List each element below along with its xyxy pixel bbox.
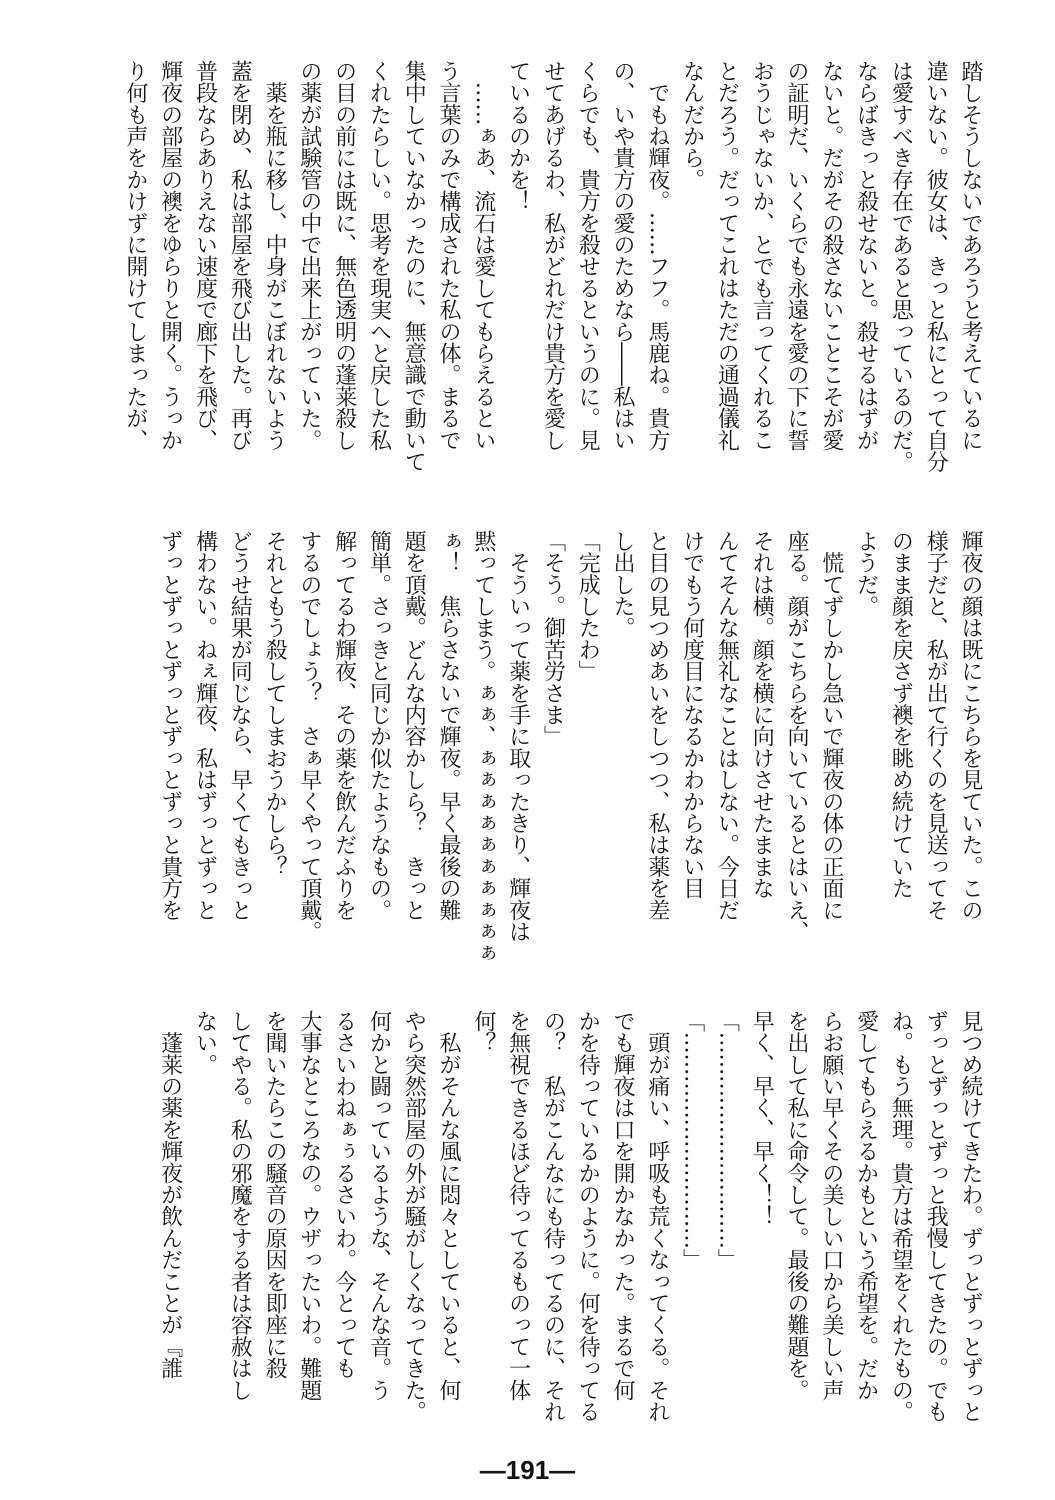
text-line: ならばきっと殺せないと。殺せるはずが — [853, 60, 879, 451]
text-line: の薬が試験管の中で出来上がっていた。 — [296, 60, 322, 451]
text-line: ……ぁあ、流石は愛してもらえるとい — [470, 60, 496, 451]
text-line: 何かと闘っているような、そんな音。う — [366, 1010, 392, 1401]
text-line: ずっとずっとずっと我慢してきたの。でも — [923, 1010, 949, 1423]
text-line: 「完成したわ」 — [575, 530, 601, 682]
text-line: それは横。顔を横に向けさせたままな — [749, 530, 775, 899]
text-line: 座る。顔がこちらを向いているとはいえ、 — [784, 530, 810, 943]
text-line: んてそんな無礼なことはしない。今日だ — [714, 530, 740, 921]
text-line: 慌てずしかし急いで輝夜の体の正面に — [818, 530, 844, 921]
text-line: 「…………………………」 — [679, 1010, 705, 1271]
text-line: なんだから。 — [679, 60, 705, 191]
text-line: 黙ってしまう。ぁぁ、ぁぁぁぁぁぁぁぁぁぁ — [470, 530, 496, 965]
text-line: 構わない。ねぇ輝夜、私はずっとずっと — [192, 530, 218, 921]
text-line: でも輝夜は口を開かなかった。まるで何 — [610, 1010, 636, 1401]
text-line: 題を頂戴。どんな内容かしら？ きっと — [401, 530, 427, 921]
text-line: と目の見つめあいをしつつ、私は薬を差 — [644, 530, 670, 921]
text-line: どうせ結果が同じなら、早くてもきっと — [227, 530, 253, 921]
text-line: おうじゃないか、とでも言ってくれるこ — [749, 60, 775, 451]
text-line: を無視できるほど待ってるものって一体 — [505, 1010, 531, 1401]
text-line: う言葉のみで構成された私の体。まるで — [436, 60, 462, 451]
text-line: くれたらしい。思考を現実へと戻した私 — [366, 60, 392, 451]
text-line: 私がそんな風に悶々としていると、何 — [436, 1010, 462, 1401]
text-line: ているのかを！ — [505, 60, 531, 212]
text-line: 「そう。御苦労さま」 — [540, 530, 566, 748]
text-line: 早く、早く、早く！！ — [749, 1010, 775, 1228]
text-line: 普段ならありえない速度で廊下を飛び、 — [192, 60, 218, 451]
text-line: を聞いたらこの騒音の原因を即座に殺 — [262, 1010, 288, 1379]
text-line: でもね輝夜。……フフ。馬鹿ね。貴方 — [644, 60, 670, 451]
text-line: くらでも、貴方を殺せるというのに。見 — [575, 60, 601, 451]
text-line: するのでしょう？ さぁ早くやって頂戴。 — [296, 530, 322, 943]
text-line: かを待っているかのように。何を待ってる — [575, 1010, 601, 1423]
text-line: 簡単。さっきと同じか似たようなもの。 — [366, 530, 392, 921]
text-line: 集中していなかったのに、無意識で動いて — [401, 60, 427, 473]
text-line: 蓬莱の薬を輝夜が飲んだことが『誰 — [157, 1010, 183, 1379]
text-line: とだろう。だってこれはただの通過儀礼 — [714, 60, 740, 451]
text-block-top — [67, 60, 987, 480]
text-line: そういって薬を手に取ったきり、輝夜は — [505, 530, 531, 943]
text-line: ようだ。 — [853, 530, 879, 617]
text-line: を出して私に命令して。最後の難題を。 — [784, 1010, 810, 1401]
text-line: 様子だと、私が出て行くのを見送ってそ — [923, 530, 949, 921]
text-line: 見つめ続けてきたわ。ずっとずっとずっと — [958, 1010, 983, 1423]
text-line: は愛すべき存在であると思っているのだ。 — [888, 60, 914, 473]
text-line: 大事なところなの。ウザったいわ。難題 — [296, 1010, 322, 1401]
text-line: 頭が痛い、呼吸も荒くなってくる。それ — [644, 1010, 670, 1423]
text-line: やら突然部屋の外が騒がしくなってきた。 — [401, 1010, 427, 1423]
text-line: せてあげるわ、私がどれだけ貴方を愛し — [540, 60, 566, 451]
text-line: ね。もう無理。貴方は希望をくれたもの。 — [888, 1010, 914, 1423]
text-line: のまま顔を戻さず襖を眺め続けていた — [888, 530, 914, 899]
text-line: それともう殺してしまおうかしら？ — [262, 530, 288, 878]
text-line: ずっとずっとずっとずっとずっと貴方を — [157, 530, 183, 921]
text-line: 何？ — [470, 1010, 496, 1054]
text-line: の？ 私がこんなにも待ってるのに、それ — [540, 1010, 566, 1423]
text-line: ない。 — [192, 1010, 218, 1076]
text-line: り何も声をかけずに開けてしまったが、 — [122, 60, 148, 451]
text-line: 薬を瓶に移し、中身がこぼれないよう — [262, 60, 288, 451]
text-line: 踏しそうしないであろうと考えているに — [958, 60, 983, 451]
text-line: けでもう何度目になるかわからない目 — [679, 530, 705, 899]
text-line: の目の前には既に、無色透明の蓬莱殺し — [331, 60, 357, 451]
text-line: ないと。だがその殺さないことこそが愛 — [818, 60, 844, 451]
text-line: 違いない。彼女は、きっと私にとって自分 — [923, 60, 949, 473]
text-line: らお願い早くその美しい口から美しい声 — [818, 1010, 844, 1401]
text-block-middle — [67, 530, 987, 965]
text-line: 「…………………………」 — [714, 1010, 740, 1271]
text-line: 輝夜の部屋の襖をゆらりと開く。うっか — [157, 60, 183, 451]
text-line: の証明だ、いくらでも永遠を愛の下に誓 — [784, 60, 810, 451]
text-line: し出した。 — [610, 530, 636, 639]
text-line: 愛してもらえるかもという希望を。だか — [853, 1010, 879, 1401]
text-line: してやる。私の邪魔をする者は容赦はし — [227, 1010, 253, 1401]
text-line: 輝夜の顔は既にこちらを見ていた。この — [958, 530, 983, 921]
text-line: 解ってるわ輝夜、その薬を飲んだふりを — [331, 530, 357, 921]
text-line: るさいわねぁぅるさいわ。今とっても — [331, 1010, 357, 1379]
text-line: ぁ！ 焦らさないで輝夜。早く最後の難 — [436, 530, 462, 921]
text-line: 蓋を閉め、私は部屋を飛び出した。再び — [227, 60, 253, 451]
text-line: の、いや貴方の愛のためなら――私はい — [610, 60, 636, 451]
text-block-bottom — [67, 1010, 987, 1430]
page-number: —191— — [479, 1455, 576, 1485]
